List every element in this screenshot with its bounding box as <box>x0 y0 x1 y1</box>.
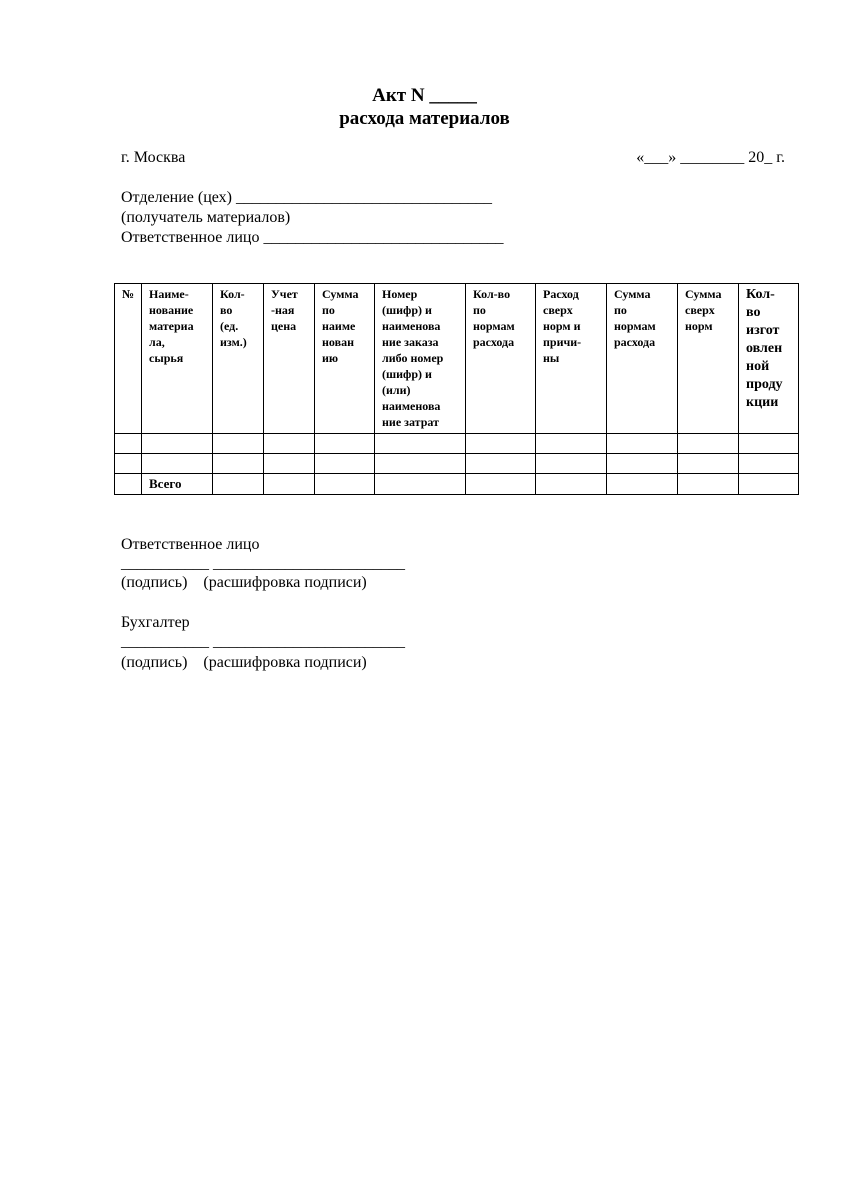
header-cell: Учет -ная цена <box>264 284 315 434</box>
act-subtitle: расхода материалов <box>339 108 510 129</box>
table-cell[interactable] <box>678 454 739 474</box>
header-cell: Сумма по нормам расхода <box>607 284 678 434</box>
table-cell[interactable] <box>213 454 264 474</box>
act-title: Акт N _____ <box>372 85 477 106</box>
table-cell[interactable] <box>739 474 799 495</box>
table-cell[interactable] <box>466 434 536 454</box>
table-cell[interactable] <box>264 454 315 474</box>
accountant-signature-caption: (подпись) (расшифровка подписи) <box>121 654 367 671</box>
table-header-row <box>115 284 799 434</box>
table-cell[interactable] <box>375 454 466 474</box>
total-row <box>115 474 799 495</box>
responsible-signature-label: Ответственное лицо <box>121 536 260 553</box>
accountant-signature-label: Бухгалтер <box>121 614 190 631</box>
table-cell[interactable] <box>607 474 678 495</box>
table-cell[interactable] <box>315 434 375 454</box>
table-cell[interactable] <box>115 454 142 474</box>
table-cell[interactable] <box>375 434 466 454</box>
table-cell[interactable] <box>142 454 213 474</box>
table-cell[interactable] <box>264 474 315 495</box>
table-cell[interactable] <box>739 454 799 474</box>
header-cell: Кол-во по нормам расхода <box>466 284 536 434</box>
header-cell: Наиме- нование материа ла, сырья <box>142 284 213 434</box>
table-cell[interactable] <box>536 434 607 454</box>
city-label: г. Москва <box>121 149 186 166</box>
table-cell[interactable] <box>115 434 142 454</box>
header-cell: № <box>115 284 142 434</box>
table-cell[interactable] <box>375 474 466 495</box>
recipient-note: (получатель материалов) <box>121 209 291 226</box>
materials-table <box>114 283 799 495</box>
date-field: «___» ________ 20_ г. <box>636 149 785 166</box>
table-cell[interactable] <box>466 454 536 474</box>
accountant-signature-line: ___________ ________________________ <box>121 633 405 650</box>
table-cell[interactable] <box>607 434 678 454</box>
header-cell: Сумма по наиме нован ию <box>315 284 375 434</box>
table-cell[interactable] <box>739 434 799 454</box>
responsible-signature-line: ___________ ________________________ <box>121 555 405 572</box>
table-cell[interactable] <box>213 434 264 454</box>
header-cell: Номер (шифр) и наименова ние заказа либо номер (шифр) и (или) наименова ние затрат <box>375 284 466 434</box>
table-cell[interactable] <box>142 434 213 454</box>
table-cell[interactable] <box>213 474 264 495</box>
header-cell: Кол- во изгот овлен ной проду кции <box>739 284 799 434</box>
header-cell: Сумма сверх норм <box>678 284 739 434</box>
table-cell[interactable] <box>315 474 375 495</box>
table-cell[interactable] <box>315 454 375 474</box>
department-field: Отделение (цех) ________________________________ <box>121 189 492 206</box>
table-cell[interactable] <box>678 434 739 454</box>
table-cell[interactable] <box>678 474 739 495</box>
table-row <box>115 434 799 454</box>
header-cell: Расход сверх норм и причи- ны <box>536 284 607 434</box>
table-cell[interactable] <box>536 474 607 495</box>
header-cell: Кол- во (ед. изм.) <box>213 284 264 434</box>
table-cell[interactable] <box>264 434 315 454</box>
table-cell[interactable] <box>466 474 536 495</box>
table-cell[interactable] <box>536 454 607 474</box>
table-cell[interactable] <box>607 454 678 474</box>
responsible-signature-caption: (подпись) (расшифровка подписи) <box>121 574 367 591</box>
total-label: Всего <box>142 474 213 495</box>
responsible-person-field: Ответственное лицо ______________________________ <box>121 229 504 246</box>
table-cell <box>115 474 142 495</box>
table-row <box>115 454 799 474</box>
